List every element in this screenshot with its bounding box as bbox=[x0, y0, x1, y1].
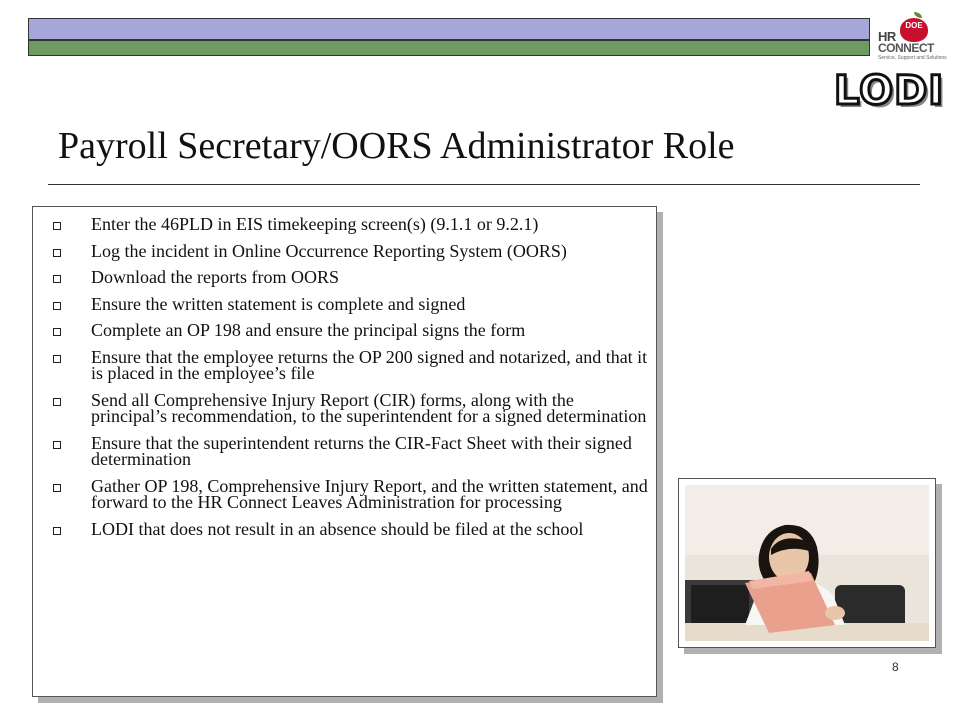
logo-hr-text: HR bbox=[878, 29, 896, 44]
bullet-text: Send all Comprehensive Injury Report (CIR) forms, along with the principal’s recommendation, to the superintendent for a signed determination bbox=[91, 389, 647, 426]
bullet-list bbox=[47, 216, 649, 547]
list-item bbox=[47, 475, 649, 512]
list-item bbox=[47, 322, 649, 339]
square-bullet-icon bbox=[53, 328, 61, 336]
list-item bbox=[47, 389, 649, 426]
square-bullet-icon bbox=[53, 355, 61, 363]
square-bullet-icon bbox=[53, 249, 61, 257]
logo-tagline: Service, Support and Solutions bbox=[878, 55, 947, 61]
list-item bbox=[47, 518, 649, 539]
bullet-text: Log the incident in Online Occurrence Reporting System (OORS) bbox=[91, 240, 567, 261]
bullet-text: Ensure that the superintendent returns the CIR-Fact Sheet with their signed determination bbox=[91, 432, 632, 469]
photo-frame bbox=[678, 478, 936, 648]
list-item bbox=[47, 216, 649, 233]
content-box bbox=[32, 206, 657, 697]
office-worker-photo bbox=[685, 485, 929, 641]
hr-connect-logo bbox=[878, 12, 952, 64]
list-item bbox=[47, 432, 649, 469]
header-bar-bottom bbox=[28, 40, 870, 56]
square-bullet-icon bbox=[53, 222, 61, 230]
square-bullet-icon bbox=[53, 398, 61, 406]
photo-illustration bbox=[685, 485, 929, 641]
square-bullet-icon bbox=[53, 484, 61, 492]
list-item bbox=[47, 346, 649, 383]
bullet-text: Enter the 46PLD in EIS timekeeping screen(s) (9.1.1 or 9.2.1) bbox=[91, 214, 539, 234]
title-divider bbox=[48, 184, 920, 185]
bullet-text: Ensure that the employee returns the OP 200 signed and notarized, and that it is placed in the employee’s file bbox=[91, 346, 648, 383]
bullet-text: LODI that does not result in an absence should be filed at the school bbox=[91, 518, 584, 539]
slide-title: Payroll Secretary/OORS Administrator Role bbox=[58, 125, 735, 167]
lodi-logo: LODI bbox=[834, 68, 945, 114]
bullet-text: Gather OP 198, Comprehensive Injury Report, and the written statement, and forward to the HR Connect Leaves Administration for processing bbox=[91, 475, 648, 512]
square-bullet-icon bbox=[53, 275, 61, 283]
logo-apple-text: DOE bbox=[905, 21, 923, 30]
square-bullet-icon bbox=[53, 441, 61, 449]
bullet-text: Download the reports from OORS bbox=[91, 267, 339, 287]
square-bullet-icon bbox=[53, 302, 61, 310]
logo-connect-text: CONNECT bbox=[878, 41, 934, 55]
header-bar-top bbox=[28, 18, 870, 40]
bullet-text: Ensure the written statement is complete and signed bbox=[91, 293, 466, 314]
page-number: 8 bbox=[892, 660, 899, 674]
list-item bbox=[47, 269, 649, 286]
square-bullet-icon bbox=[53, 527, 61, 535]
list-item bbox=[47, 240, 649, 261]
list-item bbox=[47, 293, 649, 314]
bullet-text: Complete an OP 198 and ensure the principal signs the form bbox=[91, 320, 526, 340]
